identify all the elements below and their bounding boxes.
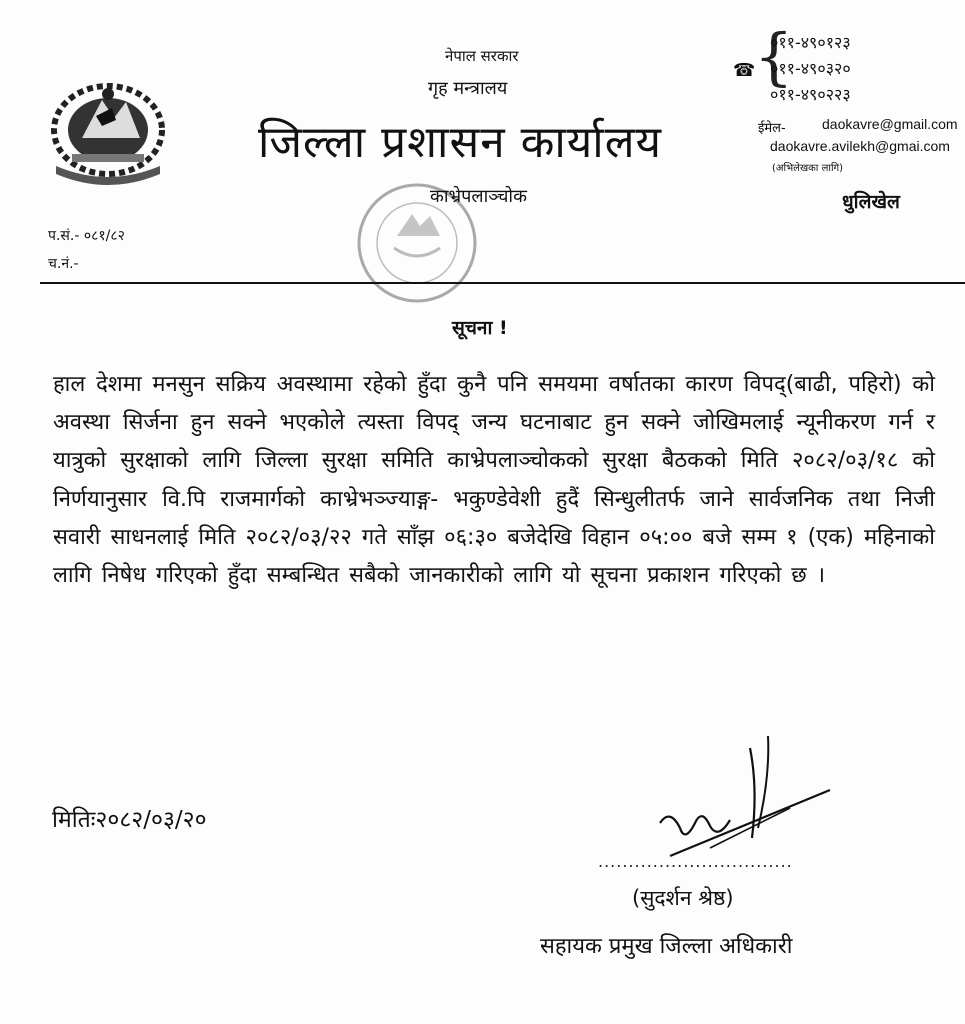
- reference-cn: च.नं.-: [48, 256, 79, 272]
- notice-body: हाल देशमा मनसुन सक्रिय अवस्थामा रहेको हुँदा कुनै पनि समयमा वर्षातका कारण विपद्(बाढी, पहिरो) को अवस्था सिर्जना हुन सक्ने भएकोले त्यस्ता विपद् जन्य घटनाबाट हुन सक्ने जोखिमलाई न्यूनीकरण गर्न र यात्रुको सुरक्षाको लागि जिल्ला सुरक्षा समिति काभ्रेपलाञ्चोकको सुरक्षा बैठकको मिति २०८२/०३/१८ को निर्णयानुसार वि.पि राजमार्गको काभ्रेभञ्ज्याङ्ग- भकुण्डेवेशी हुदैं सिन्धुलीतर्फ जाने सार्वजनिक तथा निजी सवारी साधनलाई मिति २०८२/०३/२२ गते साँझ ०६:३० बजेदेखि विहान ०५:०० बजे सम्म १ (एक) महिनाको लागि निषेध गरिएको हुँदा सम्बन्धित सबैको जानकारीको लागि यो सूचना प्रकाशन गरिएको छ ।: [53, 372, 935, 589]
- signature-line: ................................: [598, 852, 793, 871]
- header-divider: [40, 282, 965, 284]
- reference-ps: प.सं.- ०८१/८२: [48, 228, 125, 244]
- phone-number: ०११-४९०१२३: [770, 33, 851, 52]
- signatory-name: (सुदर्शन श्रेष्ठ): [632, 886, 734, 910]
- phone-number: ०११-४९०२२३: [770, 85, 851, 104]
- phone-list: [770, 30, 851, 108]
- telephone-icon: ☎: [733, 60, 756, 81]
- email-archive: daokavre.avilekh@gmai.com: [770, 138, 950, 154]
- district-name: काभ्रेपलाञ्चोक: [430, 186, 527, 207]
- office-title: जिल्ला प्रशासन कार्यालय: [258, 117, 663, 168]
- government-name: नेपाल सरकार: [445, 47, 519, 65]
- ministry-name: गृह मन्त्रालय: [428, 78, 508, 99]
- nepal-government-emblem-icon: [42, 78, 174, 188]
- office-location: धुलिखेल: [842, 191, 900, 213]
- phone-number: ०११-४९०३२०: [770, 59, 851, 78]
- phone-brace: {: [754, 20, 794, 93]
- email-primary: daokavre@gmail.com: [822, 116, 958, 132]
- email-label: ईमेल-: [758, 121, 786, 136]
- notice-date: मितिः२०८२/०३/२०: [52, 807, 207, 833]
- signatory-designation: सहायक प्रमुख जिल्ला अधिकारी: [540, 934, 793, 959]
- notice-title: सूचना !: [452, 317, 508, 339]
- email-archive-note: (अभिलेखका लागि): [772, 163, 844, 174]
